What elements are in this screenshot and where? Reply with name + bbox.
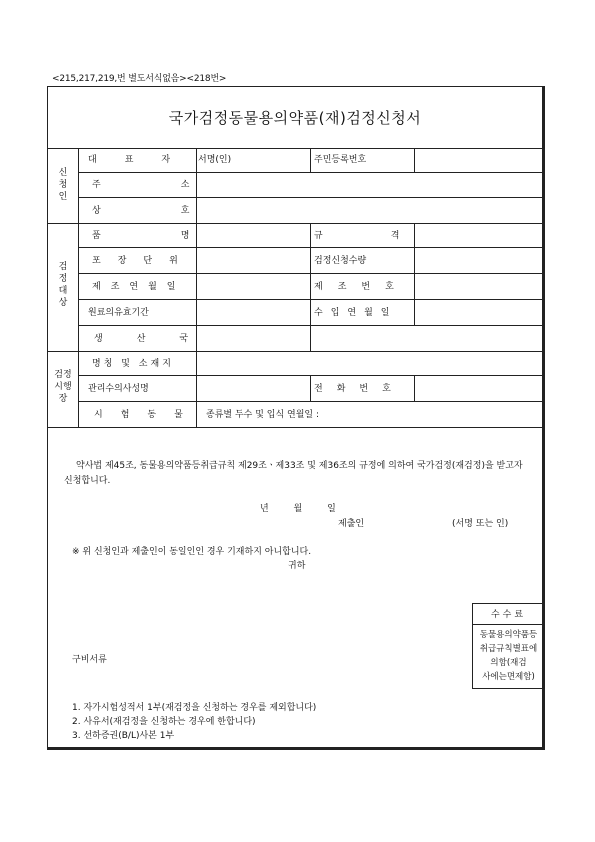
row-divider [78,401,542,402]
address-label: 주소 [92,180,270,190]
expiry-label: 원료의유효기간 [88,308,149,318]
spec-column-line [310,148,311,173]
form-number-note: <215,217,219,번 별도서식없음><218번> [52,74,227,84]
submitter-label: 제출인 [338,519,365,529]
company-label: 상호 [92,206,270,216]
country-label: 생산국 [94,334,223,344]
document-item: 1. 자가시험성적서 1부(재검정을 신청하는 경우를 제외합니다) [72,703,317,713]
signature-label: 서명(인) [198,155,232,165]
fee-description [473,628,544,684]
value-column-line [414,148,415,173]
documents-title: 구비서류 [72,655,107,665]
quantity-label: 검정신청수량 [314,256,367,266]
addressee-label: 귀하 [288,561,306,571]
applicant-group-label [48,167,78,203]
date-line: 년 월 일 [260,504,336,514]
fee-box [472,603,544,689]
spec-column-line [310,375,311,401]
lot-no-label: 제조번호 [314,282,409,292]
form-title: 국가검정동물용의약품(재)검정신청서 [168,109,422,127]
group-char: 청 [58,180,68,190]
document-item: 2. 사유서(재검정을 신청하는 경우에 한합니다) [72,717,256,727]
mfg-date-label: 제조연월일 [92,282,186,292]
section-divider [48,351,542,352]
group-char: 대 [58,286,68,296]
manager-label: 관리수의사성명 [88,384,149,394]
import-date-label: 수입연월일 [314,308,398,318]
application-form [47,86,545,750]
fee-line: 의함(재검 [490,658,527,668]
phone-label: 전화번호 [314,384,405,394]
title-divider [48,148,542,149]
animal-label: 시험동물 [94,410,201,420]
fee-line: 취급규칙별표에 [479,644,538,654]
group-column-line [78,148,79,427]
fee-title: 수수료 [490,610,527,620]
package-label: 포장단위 [92,256,195,266]
animal-value: 종류별 두수 및 입식 연월일 : [206,410,319,420]
group-char: 상 [58,298,68,308]
section-divider [48,223,542,224]
fee-divider [473,624,544,625]
group-char: 신 [58,168,68,178]
row-divider [78,197,542,198]
group-char: 검 [58,262,68,272]
signature-note: (서명 또는 인) [452,519,509,529]
spec-label: 규격 [314,231,468,241]
document-item: 3. 선하증권(B/L)사본 1부 [72,731,175,741]
group-char: 검정 [54,370,72,380]
group-char: 시행 [54,382,72,392]
same-person-note: ※ 위 신청인과 제출인이 동일인인 경우 기재하지 아니합니다. [72,547,312,557]
spec-column-line [310,223,311,351]
fee-line: 동물용의약품등 [479,630,538,640]
group-char: 장 [58,394,68,404]
group-char: 정 [58,274,68,284]
fee-line: 사에는면제함) [482,672,535,682]
value-column-line [414,375,415,401]
subject-group-label [48,261,78,309]
product-label: 품명 [92,231,270,241]
test-site-group-label [48,369,78,405]
section-divider [48,427,542,428]
resident-no-label: 주민등록번호 [314,155,367,165]
group-char: 인 [58,192,68,202]
name-location-label: 명칭 및 소재지 [92,359,174,369]
representative-label: 대표자 [88,155,199,165]
statement-text: 약사법 제45조, 동물용의약품등취급규칙 제29조ㆍ제33조 및 제36조의 규정에 의하여 국가검정(재검정)을 받고자 신청합니다. [64,461,523,486]
